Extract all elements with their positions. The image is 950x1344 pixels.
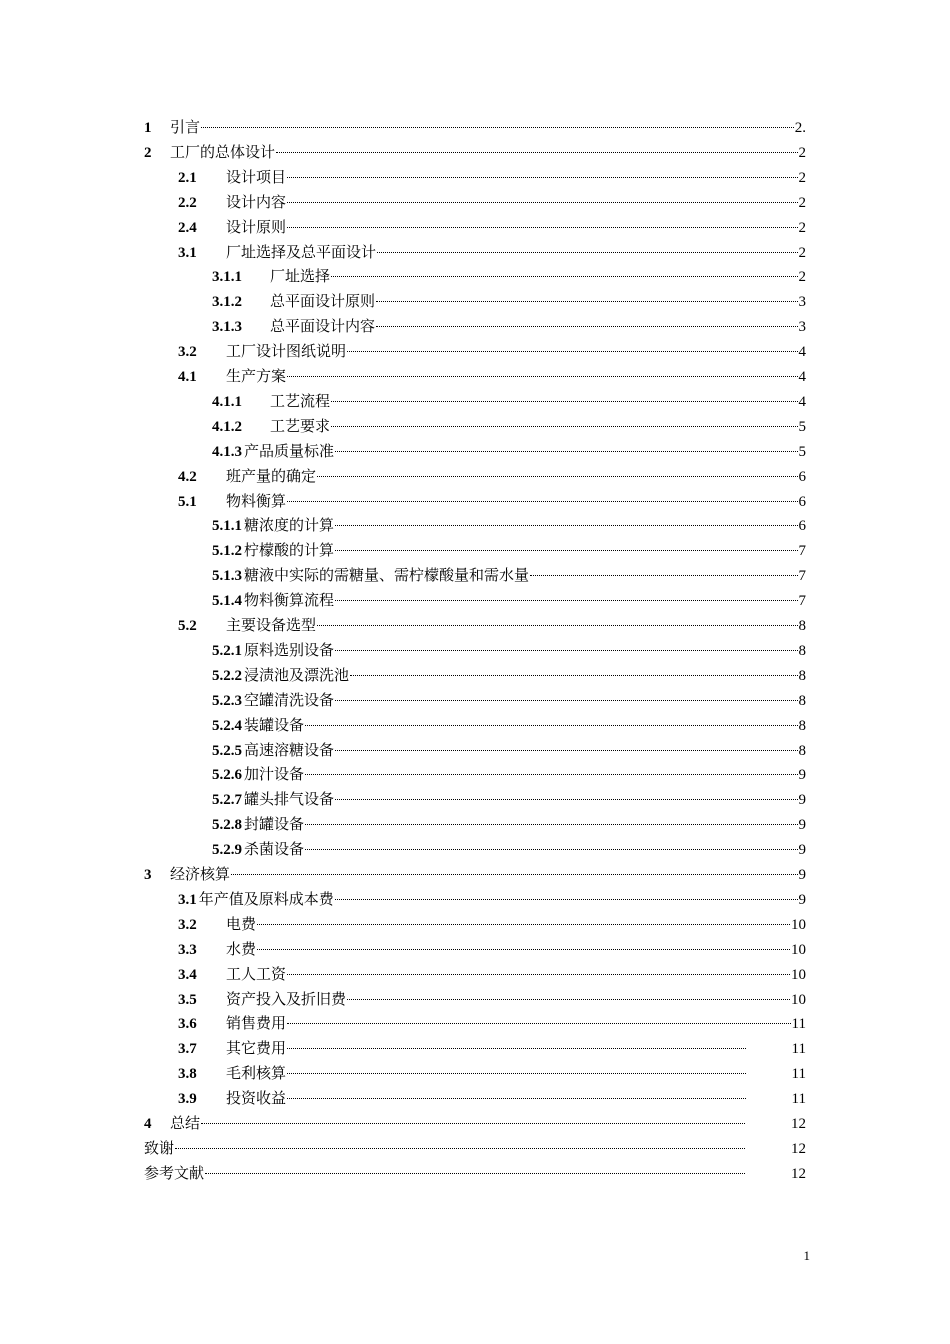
toc-entry-number: 3.1	[178, 891, 197, 908]
dot-leader	[530, 575, 797, 576]
toc-entry-number: 3.1.1	[212, 269, 242, 286]
toc-entry-page: 10	[791, 966, 806, 983]
toc-entry-page: 12	[791, 1116, 806, 1132]
toc-entry-number: 3.8	[178, 1066, 197, 1083]
toc-entry[interactable]	[178, 166, 806, 190]
toc-entry-page: 11	[791, 1066, 806, 1083]
toc-entry-title: 罐头排气设备	[244, 792, 335, 809]
toc-entry-number: 3.1.3	[212, 319, 242, 336]
toc-entry[interactable]	[178, 365, 806, 389]
toc-entry-page: 11	[791, 1091, 806, 1108]
dot-leader	[205, 1173, 745, 1174]
toc-entry-title: 柠檬酸的计算	[244, 543, 335, 560]
dot-leader	[331, 401, 797, 402]
toc-entry-title: 经济核算	[170, 867, 231, 883]
toc-entry-page: 5	[798, 418, 806, 435]
toc-entry-title: 原料选别设备	[244, 642, 335, 659]
toc-entry-page: 8	[798, 692, 806, 709]
toc-entry-page: 2	[798, 169, 806, 186]
toc-entry[interactable]	[178, 241, 806, 265]
dot-leader	[377, 252, 797, 253]
toc-entry[interactable]	[178, 913, 806, 937]
dot-leader	[317, 625, 797, 626]
toc-entry[interactable]	[212, 589, 806, 613]
toc-entry[interactable]	[178, 340, 806, 364]
toc-entry-title: 致谢	[144, 1140, 175, 1157]
toc-entry-title: 年产值及原料成本费	[198, 891, 334, 908]
page-number: 1	[803, 1248, 810, 1263]
toc-entry[interactable]	[178, 1087, 806, 1111]
toc-entry[interactable]	[212, 390, 806, 414]
toc-entry-page: 4	[798, 369, 806, 385]
toc-entry[interactable]	[178, 191, 806, 215]
toc-entry[interactable]	[212, 639, 806, 663]
toc-entry[interactable]	[178, 216, 806, 240]
toc-entry-number: 4.2	[178, 468, 197, 485]
toc-entry-number: 3.9	[178, 1091, 197, 1108]
toc-entry-page: 10	[791, 916, 806, 933]
dot-leader	[376, 301, 797, 302]
toc-entry-title: 杀菌设备	[244, 842, 305, 859]
dot-leader	[335, 650, 797, 651]
toc-entry-title: 生产方案	[226, 369, 287, 385]
dot-leader	[335, 899, 798, 900]
dot-leader	[350, 675, 797, 676]
toc-entry-number: 5.1.1	[212, 518, 242, 535]
toc-entry-page: 7	[798, 593, 806, 610]
toc-entry-title: 投资收益	[226, 1091, 287, 1108]
toc-entry[interactable]	[212, 788, 806, 812]
toc-entry[interactable]	[178, 963, 806, 987]
toc-entry-page: 6	[798, 518, 806, 535]
toc-entry[interactable]	[212, 813, 806, 837]
toc-entry-page: 4	[798, 344, 806, 361]
toc-entry-title: 浸渍池及漂洗池	[244, 667, 350, 684]
toc-entry-title: 参考文献	[144, 1165, 205, 1182]
toc-entry-page: 8	[798, 742, 806, 759]
toc-entry-title: 工艺要求	[270, 418, 331, 435]
dot-leader	[201, 1123, 745, 1124]
toc-entry-number: 4.1	[178, 369, 197, 385]
dot-leader	[305, 849, 797, 850]
toc-entry-page: 9	[798, 817, 806, 834]
toc-entry-page: 7	[798, 568, 806, 585]
toc-entry-title: 工厂的总体设计	[170, 144, 276, 161]
toc-entry-page: 8	[798, 618, 806, 634]
toc-entry-number: 4.1.3	[212, 443, 242, 460]
toc-entry-title: 物料衡算流程	[244, 593, 335, 610]
toc-entry-title: 资产投入及折旧费	[226, 991, 347, 1008]
toc-entry-number: 3.3	[178, 941, 197, 958]
toc-entry-number: 1	[144, 120, 152, 136]
dot-leader	[305, 725, 797, 726]
toc-entry-page: 8	[798, 642, 806, 659]
toc-entry-page: 5	[798, 443, 806, 460]
toc-entry[interactable]	[212, 714, 806, 738]
dot-leader	[331, 426, 797, 427]
toc-entry[interactable]	[178, 1037, 806, 1061]
toc-entry[interactable]	[178, 938, 806, 962]
toc-entry[interactable]	[212, 763, 806, 787]
toc-entry-number: 5.2.2	[212, 667, 242, 684]
toc-entry-page: 11	[791, 1041, 806, 1058]
toc-entry[interactable]	[144, 141, 806, 165]
toc-entry-number: 2.2	[178, 194, 197, 211]
dot-leader	[335, 600, 797, 601]
toc-entry-number: 3.1	[178, 244, 197, 261]
toc-entry-number: 5.2.8	[212, 817, 242, 834]
toc-entry-title: 水费	[226, 941, 257, 958]
toc-entry-number: 5.1.2	[212, 543, 242, 560]
toc-entry-title: 引言	[170, 120, 201, 136]
toc-entry-number: 3.7	[178, 1041, 197, 1058]
dot-leader	[305, 824, 797, 825]
toc-entry-title: 产品质量标准	[244, 443, 335, 460]
toc-entry-number: 5.2.4	[212, 717, 242, 734]
toc-entry-title: 物料衡算	[226, 493, 287, 510]
toc-entry[interactable]	[144, 1112, 806, 1136]
toc-entry-title: 装罐设备	[244, 717, 305, 734]
toc-entry[interactable]	[178, 1012, 806, 1036]
toc-entry-number: 4	[144, 1116, 152, 1132]
toc-entry-title: 糖液中实际的需糖量、需柠檬酸量和需水量	[244, 568, 530, 585]
dot-leader	[347, 351, 797, 352]
toc-entry[interactable]	[212, 315, 806, 339]
dot-leader	[287, 227, 797, 228]
toc-entry[interactable]	[212, 664, 806, 688]
toc-entry-page: 7	[798, 543, 806, 560]
toc-entry[interactable]	[178, 888, 806, 912]
toc-entry-page: 12	[791, 1165, 806, 1182]
toc-entry-page: 2	[798, 244, 806, 261]
toc-entry-page: 2	[798, 269, 806, 286]
toc-entry-title: 设计项目	[226, 169, 287, 186]
toc-entry-title: 班产量的确定	[226, 468, 317, 485]
toc-entry[interactable]	[212, 564, 806, 588]
toc-entry[interactable]	[144, 1137, 806, 1161]
toc-entry-title: 主要设备选型	[226, 618, 317, 634]
toc-entry-page: 8	[798, 717, 806, 734]
toc-entry-title: 封罐设备	[244, 817, 305, 834]
toc-entry-page: 2	[798, 144, 806, 161]
dot-leader	[201, 127, 794, 128]
toc-entry-number: 5.2.1	[212, 642, 242, 659]
toc-entry-page: 9	[798, 867, 806, 883]
toc-entry-title: 工人工资	[226, 966, 287, 983]
toc-entry-title: 设计原则	[226, 219, 287, 236]
dot-leader	[335, 525, 797, 526]
toc-entry-title: 毛利核算	[226, 1066, 287, 1083]
dot-leader	[287, 1048, 746, 1049]
toc-entry-number: 4.1.2	[212, 418, 242, 435]
toc-entry-page: 2.	[794, 120, 806, 136]
toc-entry[interactable]	[212, 689, 806, 713]
toc-entry[interactable]	[178, 465, 806, 489]
toc-entry-title: 总结	[170, 1116, 201, 1132]
toc-entry-title: 厂址选择及总平面设计	[226, 244, 377, 261]
toc-entry-number: 3.4	[178, 966, 197, 983]
toc-entry-number: 5.2.3	[212, 692, 242, 709]
toc-entry-number: 3.2	[178, 916, 197, 933]
toc-entry[interactable]	[212, 440, 806, 464]
toc-entry[interactable]	[178, 490, 806, 514]
dot-leader	[287, 501, 797, 502]
toc-entry[interactable]	[178, 1062, 806, 1086]
toc-entry-title: 总平面设计内容	[270, 319, 376, 336]
toc-entry[interactable]	[178, 988, 806, 1012]
toc-entry-number: 5.1.4	[212, 593, 242, 610]
toc-entry-number: 5.2.5	[212, 742, 242, 759]
dot-leader	[335, 451, 797, 452]
toc-entry-page: 10	[791, 941, 806, 958]
dot-leader	[257, 924, 790, 925]
toc-entry-page: 9	[798, 891, 806, 908]
dot-leader	[231, 874, 797, 875]
toc-entry-number: 2.4	[178, 219, 197, 236]
toc-entry-number: 2	[144, 144, 152, 161]
toc-entry-number: 5.1.3	[212, 568, 242, 585]
dot-leader	[257, 949, 790, 950]
dot-leader	[287, 1023, 791, 1024]
toc-entry-number: 3	[144, 867, 152, 883]
toc-entry-page: 3	[798, 319, 806, 336]
toc-entry[interactable]	[212, 415, 806, 439]
toc-entry[interactable]	[144, 863, 806, 887]
dot-leader	[287, 1098, 746, 1099]
toc-entry-page: 3	[798, 294, 806, 311]
toc-entry-number: 5.1	[178, 493, 197, 510]
toc-entry-page: 10	[791, 991, 806, 1008]
toc-entry-number: 4.1.1	[212, 393, 242, 410]
toc-entry-page: 2	[798, 219, 806, 236]
toc-entry-number: 5.2	[178, 618, 197, 634]
toc-entry[interactable]	[212, 739, 806, 763]
toc-entry-title: 设计内容	[226, 194, 287, 211]
toc-entry-number: 3.1.2	[212, 294, 242, 311]
dot-leader	[175, 1148, 745, 1149]
dot-leader	[287, 974, 790, 975]
toc-entry-page: 12	[791, 1140, 806, 1157]
toc-entry-number: 3.5	[178, 991, 197, 1008]
toc-entry-number: 5.2.6	[212, 767, 242, 784]
toc-entry-title: 工厂设计图纸说明	[226, 344, 347, 361]
toc-entry-page: 11	[791, 1016, 806, 1033]
toc-entry-title: 总平面设计原则	[270, 294, 376, 311]
toc-entry-title: 糖浓度的计算	[244, 518, 335, 535]
dot-leader	[276, 152, 797, 153]
toc-entry-page: 2	[798, 194, 806, 211]
toc-entry[interactable]	[212, 265, 806, 289]
toc-entry-number: 3.2	[178, 344, 197, 361]
dot-leader	[335, 750, 797, 751]
dot-leader	[347, 999, 790, 1000]
toc-entry-title: 工艺流程	[270, 393, 331, 410]
dot-leader	[287, 376, 797, 377]
dot-leader	[287, 202, 797, 203]
toc-entry[interactable]	[144, 1162, 806, 1186]
toc-entry-page: 6	[798, 493, 806, 510]
dot-leader	[331, 276, 797, 277]
toc-entry[interactable]	[144, 116, 806, 140]
toc-entry-title: 加汁设备	[244, 767, 305, 784]
dot-leader	[335, 550, 797, 551]
toc-entry[interactable]	[212, 539, 806, 563]
toc-entry-title: 空罐清洗设备	[244, 692, 335, 709]
toc-entry-number: 5.2.7	[212, 792, 242, 809]
toc-entry-page: 9	[798, 792, 806, 809]
toc-entry-number: 3.6	[178, 1016, 197, 1033]
toc-entry-title: 其它费用	[226, 1041, 287, 1058]
toc-entry-page: 4	[798, 393, 806, 410]
dot-leader	[376, 326, 797, 327]
dot-leader	[287, 1073, 746, 1074]
dot-leader	[335, 799, 797, 800]
toc-entry-title: 销售费用	[226, 1016, 287, 1033]
toc-entry-page: 8	[798, 667, 806, 684]
toc-entry[interactable]	[212, 838, 806, 862]
toc-entry-title: 电费	[226, 916, 257, 933]
dot-leader	[287, 177, 797, 178]
toc-entry[interactable]	[178, 614, 806, 638]
dot-leader	[335, 700, 797, 701]
toc-entry-number: 5.2.9	[212, 842, 242, 859]
toc-entry-page: 9	[798, 842, 806, 859]
toc-entry-title: 厂址选择	[270, 269, 331, 286]
toc-entry-title: 高速溶糖设备	[244, 742, 335, 759]
dot-leader	[317, 476, 797, 477]
toc-entry-number: 2.1	[178, 169, 197, 186]
dot-leader	[305, 774, 797, 775]
toc-entry[interactable]	[212, 514, 806, 538]
toc-entry-page: 6	[798, 468, 806, 485]
toc-entry-page: 9	[798, 767, 806, 784]
toc-entry[interactable]	[212, 290, 806, 314]
